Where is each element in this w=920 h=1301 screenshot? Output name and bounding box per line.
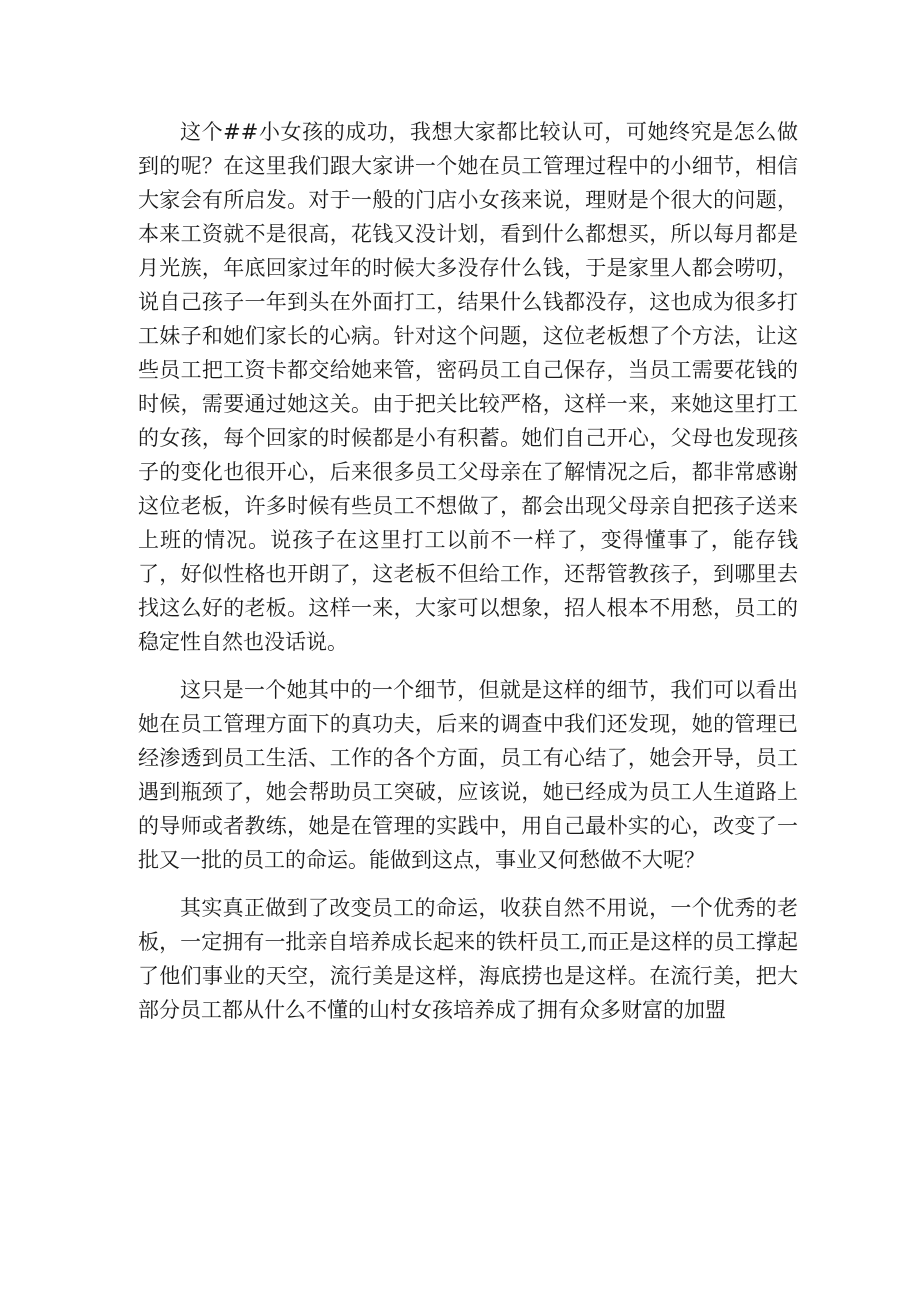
document-body <box>138 115 798 1041</box>
paragraph-3: 其实真正做到了改变员工的命运，收获自然不用说，一个优秀的老板，一定拥有一批亲自培养成长起来的铁杆员工,而正是这样的员工撑起了他们事业的天空，流行美是这样，海底捞也是这样。在流行美，把大部分员工都从什么不懂的山村女孩培养成了拥有众多财富的加盟 <box>138 896 798 1022</box>
paragraph-2: 这只是一个她其中的一个细节，但就是这样的细节，我们可以看出她在员工管理方面下的真功夫，后来的调查中我们还发现，她的管理已经渗透到员工生活、工作的各个方面，员工有心结了，她会开导，员工遇到瓶颈了，她会帮助员工突破，应该说，她已经成为员工人生道路上的导师或者教练，她是在管理的实践中，用自己最朴实的心，改变了一批又一批的员工的命运。能做到这点，事业又何愁做不大呢？ <box>138 678 798 872</box>
paragraph-1: 这个##小女孩的成功，我想大家都比较认可，可她终究是怎么做到的呢？在这里我们跟大家讲一个她在员工管理过程中的小细节，相信大家会有所启发。对于一般的门店小女孩来说，理财是个很大的问题，本来工资就不是很高，花钱又没计划，看到什么都想买，所以每月都是月光族，年底回家过年的时候大多没存什么钱，于是家里人都会唠叨，说自己孩子一年到头在外面打工，结果什么钱都没存，这也成为很多打工妹子和她们家长的心病。针对这个问题，这位老板想了个方法，让这些员工把工资卡都交给她来管，密码员工自己保存，当员工需要花钱的时候，需要通过她这关。由于把关比较严格，这样一来，来她这里打工的女孩，每个回家的时候都是小有积蓄。她们自己开心，父母也发现孩子的变化也很开心，后来很多员工父母亲在了解情况之后，都非常感谢这位老板，许多时候有些员工不想做了，都会出现父母亲自把孩子送来上班的情况。说孩子在这里打工以前不一样了，变得懂事了，能存钱了，好似性格也开朗了，这老板不但给工作，还帮管教孩子，到哪里去找这么好的老板。这样一来，大家可以想象，招人根本不用愁，员工的稳定性自然也没话说。 <box>138 120 798 654</box>
